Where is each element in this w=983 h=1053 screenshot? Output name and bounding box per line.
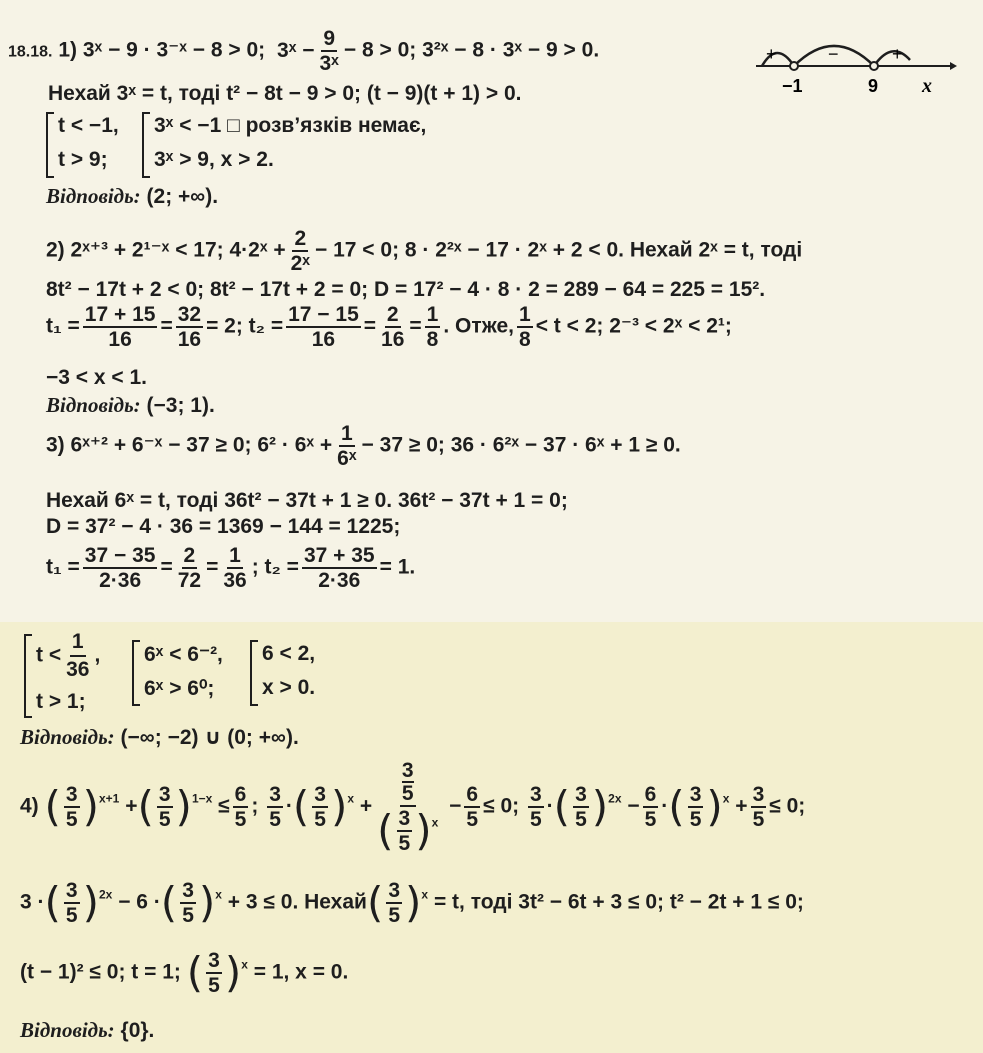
system-line: 3ˣ < −1 □ розв’язків немає,	[154, 114, 427, 137]
bracket	[24, 634, 32, 718]
fraction: $\frac{9}{\text{3ˣ}}$	[319, 27, 339, 75]
system-line: x > 0.	[262, 676, 316, 699]
part4-answer: Відповідь: {0}.	[20, 1018, 155, 1042]
label-x: x	[922, 75, 932, 97]
label-minus-one: −1	[782, 76, 803, 96]
part2-line4: −3 < x < 1.	[46, 366, 148, 389]
sign-plus-right: +	[892, 44, 903, 64]
part4-line3: (t − 1)² ≤ 0; t = 1; ( $\frac{3}{5}$ )$^x$ = 1, x = 0.	[20, 948, 349, 997]
part3-line2: Нехай 6ˣ = t, тоді 36t² − 37t + 1 ≥ 0. 36t² − 37t + 1 = 0;	[46, 489, 568, 512]
part1-answer: Відповідь: (2; +∞).	[46, 184, 219, 208]
system-line: t > 9;	[58, 148, 108, 171]
part2-line3: t₁ = $\frac{17 + 15}{16}$ = $\frac{32}{16}$ = 2; t₂ = $\frac{17 - 15}{16}$ = $\frac{2}{16}$ = $\frac{1}{8}$ . Отже, $\frac{1}{8}$ < t < 2; 2⁻³ < 2ˣ < 2¹;	[46, 303, 732, 351]
part2-line2: 8t² − 17t + 2 < 0; 8t² − 17t + 2 = 0; D = 17² − 4 · 8 · 2 = 289 − 64 = 225 = 15².	[46, 278, 766, 301]
axis-arrow	[950, 62, 957, 70]
part2-answer: Відповідь: (−3; 1).	[46, 393, 215, 417]
bracket	[250, 640, 258, 706]
part1-line1: 18.18. 1) 3ˣ − 9 · 3⁻ˣ − 8 > 0; 3ˣ − $\frac{9}{\text{3ˣ}}$ − 8 > 0; 3²ˣ − 8 · 3ˣ − 9 > 0.	[8, 27, 600, 75]
system-line: 3ˣ > 9, x > 2.	[154, 148, 274, 171]
system-line: 6 < 2,	[262, 642, 316, 665]
bracket	[46, 112, 54, 178]
system-line: 6ˣ < 6⁻²,	[144, 643, 223, 666]
point-nine	[870, 62, 878, 70]
sign-minus: −	[828, 44, 839, 64]
part3-line3: D = 37² − 4 · 36 = 1369 − 144 = 1225;	[46, 515, 401, 538]
system-line: t < $\frac{1}{36}$ ,	[36, 630, 101, 681]
point-minus-one	[790, 62, 798, 70]
part2-line1: 2) 2ˣ⁺³ + 2¹⁻ˣ < 17; 4·2ˣ + $\frac{2}{\text{2ˣ}}$ − 17 < 0; 8 · 2²ˣ − 17 · 2ˣ + 2 < 0. Нехай 2ˣ = t, тоді	[46, 227, 803, 275]
system-line: t < −1,	[58, 114, 119, 137]
part4-line2: 3 ·( $\frac{3}{5}$ )$^{2x}$ − 6 ·( $\frac{3}{5}$ )$^x$ + 3 ≤ 0. Нехай( $\frac{3}{5}$ )$^x$ = t, тоді 3t² − 6t + 3 ≤ 0; t² − 2t + 1 ≤ 0;	[20, 878, 804, 927]
bracket	[132, 640, 140, 706]
sign-plus-left: +	[766, 44, 777, 64]
part3-line4: t₁ = $\frac{37 - 35}{2\cdot 36}$ = $\frac{2}{72}$ = $\frac{1}{36}$ ; t₂ = $\frac{37 + 35}{2\cdot 36}$ = 1.	[46, 544, 416, 592]
part1-line2: Нехай 3ˣ = t, тоді t² − 8t − 9 > 0; (t − 9)(t + 1) > 0.	[48, 82, 522, 105]
part4-line1: 4) ( $\frac{3}{5}$ )$^{x+1}$ +( $\frac{3}{5}$ )$^{1-x}$ ≤ $\frac{6}{5}$ ; $\frac{3}{5}$ ·( $\frac{3}{5}$ )$^x$ + 3 5 ( $\frac{3}{5}$ )$^x$ − $\frac{6}{5}$ ≤ 0; $\frac{3}{5}$ ·( $\frac{3}{5}$ )$^{2x}$ − $\frac{6}{5}$ ·( $\frac{3}{5}$ )$^x$ + $\frac{3}{5}$ ≤ 0;	[20, 759, 806, 855]
number-line-diagram	[752, 30, 957, 98]
label-nine: 9	[868, 76, 879, 96]
problem-number: 18.18.	[8, 43, 53, 61]
system-line: 6ˣ > 6⁰;	[144, 677, 215, 700]
part3-answer: Відповідь: (−∞; −2) ∪ (0; +∞).	[20, 725, 299, 749]
system-line: t > 1;	[36, 690, 86, 713]
part3-line1: 3) 6ˣ⁺² + 6⁻ˣ − 37 ≥ 0; 6² · 6ˣ + $\frac{1}{\text{6ˣ}}$ − 37 ≥ 0; 36 · 6²ˣ − 37 · 6ˣ + 1 ≥ 0.	[46, 422, 681, 470]
bracket	[142, 112, 150, 178]
